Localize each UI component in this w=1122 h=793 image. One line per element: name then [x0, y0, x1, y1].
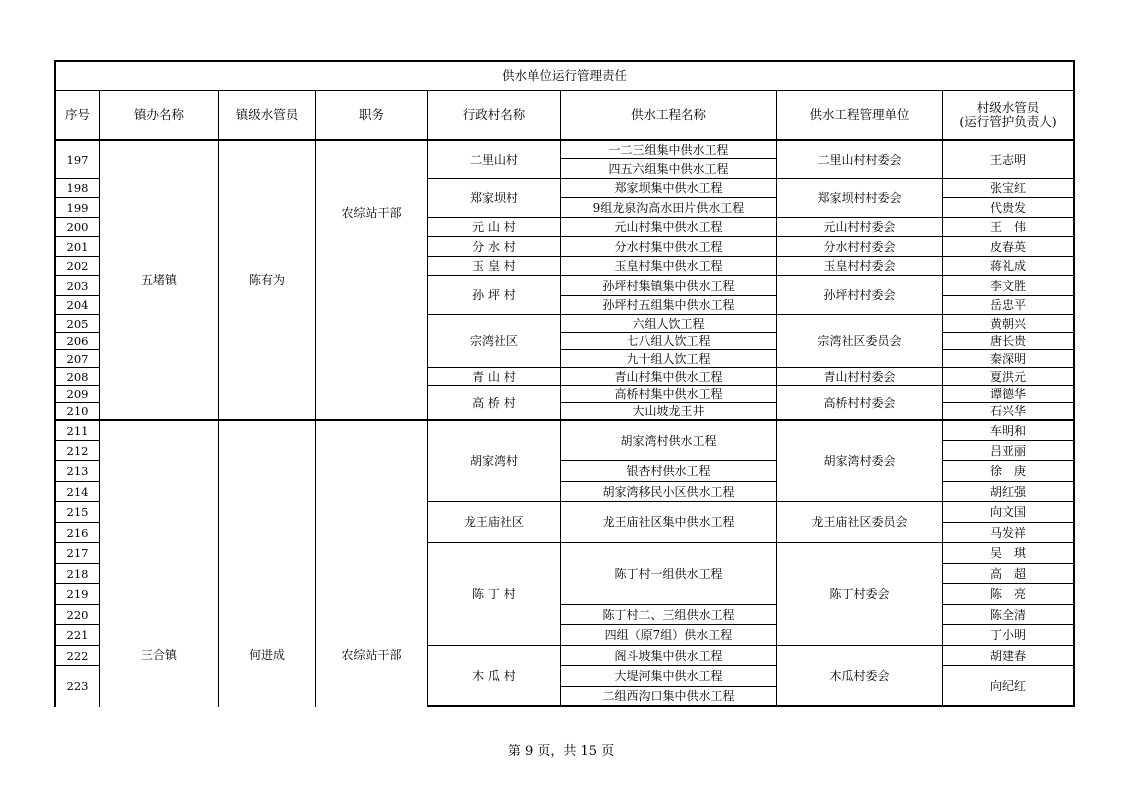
village-manager-cell: 陈 亮 — [989, 587, 1026, 601]
project-cell: 陈丁村二、三组供水工程 — [602, 607, 735, 622]
unit-cell: 高桥村村委会 — [823, 395, 896, 410]
unit-cell: 青山村村委会 — [823, 369, 896, 384]
village-manager-cell: 石兴华 — [989, 404, 1026, 418]
village-manager-cell: 蒋礼成 — [989, 259, 1026, 273]
project-cell: 元山村集中供水工程 — [614, 220, 723, 234]
border — [1073, 60, 1075, 707]
village-cell: 玉 皇 村 — [472, 259, 516, 273]
village-manager-cell: 马发祥 — [989, 525, 1026, 540]
village-cell: 二里山村 — [469, 152, 518, 167]
header-village: 行政村名称 — [462, 107, 526, 122]
village-manager-cell: 王 伟 — [989, 220, 1026, 234]
project-cell: 孙坪村集镇集中供水工程 — [602, 278, 735, 293]
seq-cell: 211 — [66, 423, 89, 438]
seq-cell: 219 — [66, 587, 89, 601]
seq-cell: 201 — [66, 239, 89, 254]
seq-cell: 206 — [66, 334, 89, 348]
project-cell: 胡家湾移民小区供水工程 — [602, 484, 735, 499]
village-cell: 青 山 村 — [472, 369, 516, 384]
project-cell: 陈丁村一组供水工程 — [614, 566, 723, 581]
village-manager-cell: 岳忠平 — [989, 298, 1026, 312]
village-cell: 龙王庙社区 — [463, 515, 524, 529]
town-name: 三合镇 — [140, 648, 177, 662]
village-manager-cell: 夏洪元 — [989, 369, 1026, 384]
village-cell: 高 桥 村 — [472, 395, 516, 410]
village-cell: 郑家坝村 — [469, 191, 518, 205]
seq-cell: 215 — [66, 505, 89, 519]
header-village-manager — [943, 91, 1073, 139]
project-cell: 分水村集中供水工程 — [614, 239, 723, 254]
project-cell: 大山坡龙王井 — [632, 404, 705, 418]
seq-cell: 217 — [66, 546, 89, 560]
village-cell: 分 水 村 — [472, 239, 516, 254]
seq-cell: 203 — [66, 278, 89, 293]
seq-cell: 220 — [66, 607, 89, 622]
project-cell: 郑家坝集中供水工程 — [614, 181, 723, 195]
seq-cell: 218 — [66, 566, 89, 581]
project-cell: 大堤河集中供水工程 — [614, 669, 723, 683]
village-manager-cell: 黄朝兴 — [989, 316, 1026, 331]
village-manager-cell: 唐长贵 — [989, 334, 1026, 348]
village-manager-cell: 张宝红 — [989, 181, 1026, 195]
village-manager-cell: 车明和 — [989, 423, 1026, 438]
seq-cell: 212 — [66, 443, 89, 458]
village-manager-cell: 向文国 — [989, 505, 1026, 519]
village-cell: 宗湾社区 — [469, 334, 518, 348]
town-name: 五堵镇 — [140, 273, 177, 287]
project-cell: 九十组人饮工程 — [626, 351, 711, 366]
header-mgmt-unit: 供水工程管理单位 — [809, 107, 910, 122]
seq-cell: 198 — [66, 181, 89, 195]
seq-cell: 214 — [66, 484, 89, 499]
seq-cell: 222 — [66, 648, 89, 663]
seq-cell: 205 — [66, 316, 89, 331]
village-manager-cell: 王志明 — [989, 152, 1026, 167]
unit-cell: 元山村村委会 — [823, 220, 896, 234]
project-cell: 七八组人饮工程 — [626, 334, 711, 348]
village-cell: 陈 丁 村 — [472, 587, 516, 601]
project-cell: 一二三组集中供水工程 — [608, 142, 729, 157]
table-title: 供水单位运行管理责任 — [501, 68, 627, 83]
border — [427, 705, 1075, 707]
village-manager-cell: 吴 琪 — [989, 546, 1026, 560]
seq-cell: 200 — [66, 220, 89, 234]
unit-cell: 郑家坝村村委会 — [817, 191, 902, 205]
project-cell: 高桥村集中供水工程 — [614, 387, 723, 401]
project-cell: 四五六组集中供水工程 — [608, 161, 729, 176]
town-position: 农综站干部 — [341, 648, 402, 662]
seq-cell: 210 — [66, 404, 89, 418]
seq-cell: 202 — [66, 259, 89, 273]
village-manager-cell: 丁小明 — [989, 628, 1026, 642]
header-position: 职务 — [358, 107, 384, 122]
project-cell: 青山村集中供水工程 — [614, 369, 723, 384]
unit-cell: 孙坪村村委会 — [823, 288, 896, 302]
project-cell: 六组人饮工程 — [632, 316, 705, 331]
header-village-manager-line1: 村级水管员 — [976, 100, 1040, 115]
village-manager-cell: 李文胜 — [989, 278, 1026, 293]
seq-cell: 216 — [66, 525, 89, 540]
village-manager-cell: 徐 庚 — [989, 464, 1026, 478]
project-cell: 四组（原7组）供水工程 — [604, 628, 733, 642]
unit-cell: 分水村村委会 — [823, 239, 896, 254]
project-cell: 9组龙泉沟高水田片供水工程 — [592, 200, 745, 215]
unit-cell: 宗湾社区委员会 — [817, 334, 902, 348]
unit-cell: 陈丁村委会 — [829, 587, 890, 601]
unit-cell: 二里山村村委会 — [817, 152, 902, 167]
village-manager-cell: 谭德华 — [989, 387, 1026, 401]
village-manager-cell: 陈全清 — [989, 607, 1026, 622]
seq-cell: 204 — [66, 298, 89, 312]
village-manager-cell: 胡建春 — [989, 648, 1026, 663]
project-cell: 银杏村供水工程 — [626, 464, 711, 478]
seq-cell: 213 — [66, 464, 89, 478]
village-manager-cell: 代贵发 — [989, 200, 1026, 215]
village-manager-cell: 高 超 — [989, 566, 1026, 581]
seq-cell: 221 — [66, 628, 89, 642]
unit-cell: 龙王庙社区委员会 — [811, 515, 908, 529]
town-manager: 何进成 — [248, 648, 285, 662]
header-town-manager: 镇级水管员 — [235, 107, 299, 122]
project-cell: 玉皇村集中供水工程 — [614, 259, 723, 273]
project-cell: 胡家湾村供水工程 — [620, 433, 717, 448]
seq-cell: 199 — [66, 200, 89, 215]
page-footer: 第 9 页，共 15 页 — [507, 743, 615, 759]
project-cell: 二组西沟口集中供水工程 — [602, 689, 735, 703]
village-cell: 木 瓜 村 — [472, 668, 516, 683]
unit-cell: 玉皇村村委会 — [823, 259, 896, 273]
header-seq: 序号 — [64, 107, 90, 122]
project-cell: 龙王庙社区集中供水工程 — [602, 515, 735, 529]
project-cell: 孙坪村五组集中供水工程 — [602, 298, 735, 312]
village-cell: 孙 坪 村 — [472, 288, 516, 302]
unit-cell: 胡家湾村委会 — [823, 454, 896, 468]
town-manager: 陈有为 — [248, 273, 285, 287]
project-cell: 阁斗坡集中供水工程 — [614, 648, 723, 663]
village-manager-cell: 吕亚丽 — [989, 443, 1026, 458]
village-manager-cell: 皮春英 — [989, 239, 1026, 254]
header-village-manager-line2: (运行管护负责人) — [959, 114, 1057, 129]
village-manager-cell: 秦深明 — [989, 351, 1026, 366]
village-cell: 胡家湾村 — [469, 454, 518, 468]
town-position: 农综站干部 — [341, 206, 402, 220]
village-manager-cell: 向纪红 — [989, 678, 1026, 693]
seq-cell: 207 — [66, 351, 89, 366]
unit-cell: 木瓜村委会 — [829, 668, 890, 683]
seq-cell: 208 — [66, 369, 89, 384]
header-town: 镇办名称 — [133, 107, 184, 122]
header-project: 供水工程名称 — [630, 107, 706, 122]
seq-cell: 209 — [66, 387, 89, 401]
village-cell: 元 山 村 — [472, 220, 516, 234]
seq-cell: 197 — [66, 152, 89, 167]
village-manager-cell: 胡红强 — [989, 484, 1026, 499]
seq-cell: 223 — [66, 678, 89, 693]
